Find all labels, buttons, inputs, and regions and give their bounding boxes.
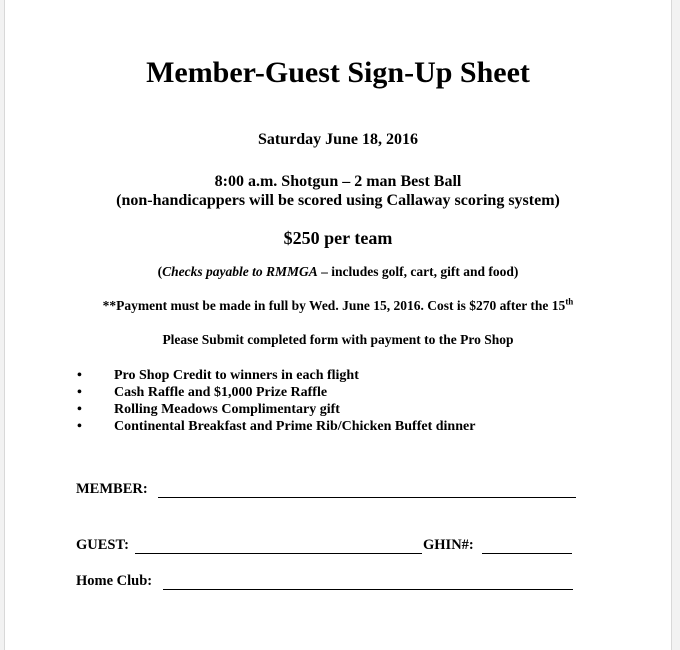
submit-note: Please Submit completed form with payment to the Pro Shop bbox=[162, 332, 514, 347]
checks-open-paren: ( bbox=[157, 264, 163, 279]
ghin-blank-line[interactable] bbox=[482, 553, 572, 554]
member-blank-line[interactable] bbox=[158, 497, 576, 498]
list-item-label: Continental Breakfast and Prime Rib/Chicken Buffet dinner bbox=[114, 419, 476, 434]
payment-text: **Payment must be made in full by Wed. June 15, 2016. Cost is $270 after the 15 bbox=[102, 298, 566, 313]
bullet-icon: • bbox=[77, 368, 82, 383]
payment-superscript: th bbox=[565, 296, 574, 307]
checks-payable: Checks payable to RMMGA bbox=[162, 264, 318, 279]
guest-label: GUEST: bbox=[76, 537, 129, 553]
event-format: 8:00 a.m. Shotgun – 2 man Best Ball bbox=[214, 173, 462, 190]
guest-blank-line[interactable] bbox=[135, 553, 422, 554]
document-title: Member-Guest Sign-Up Sheet bbox=[146, 56, 530, 89]
checks-note bbox=[5, 264, 671, 280]
home-club-label: Home Club: bbox=[76, 573, 153, 589]
bullet-icon: • bbox=[77, 419, 82, 434]
event-date: Saturday June 18, 2016 bbox=[257, 131, 419, 148]
member-label: MEMBER: bbox=[76, 481, 148, 497]
list-item-label: Cash Raffle and $1,000 Prize Raffle bbox=[114, 385, 328, 400]
home-club-blank-line[interactable] bbox=[163, 589, 573, 590]
bullet-icon: • bbox=[77, 385, 82, 400]
document-page bbox=[4, 0, 672, 650]
payment-deadline bbox=[5, 298, 671, 314]
price: $250 per team bbox=[283, 228, 393, 248]
scoring-note: (non-handicappers will be scored using Callaway scoring system) bbox=[116, 192, 560, 209]
list-item-label: Pro Shop Credit to winners in each flight bbox=[114, 368, 359, 383]
bullet-icon: • bbox=[77, 402, 82, 417]
checks-includes: – includes golf, cart, gift and food) bbox=[317, 264, 519, 279]
list-item-label: Rolling Meadows Complimentary gift bbox=[114, 402, 340, 417]
ghin-label: GHIN#: bbox=[423, 537, 474, 553]
